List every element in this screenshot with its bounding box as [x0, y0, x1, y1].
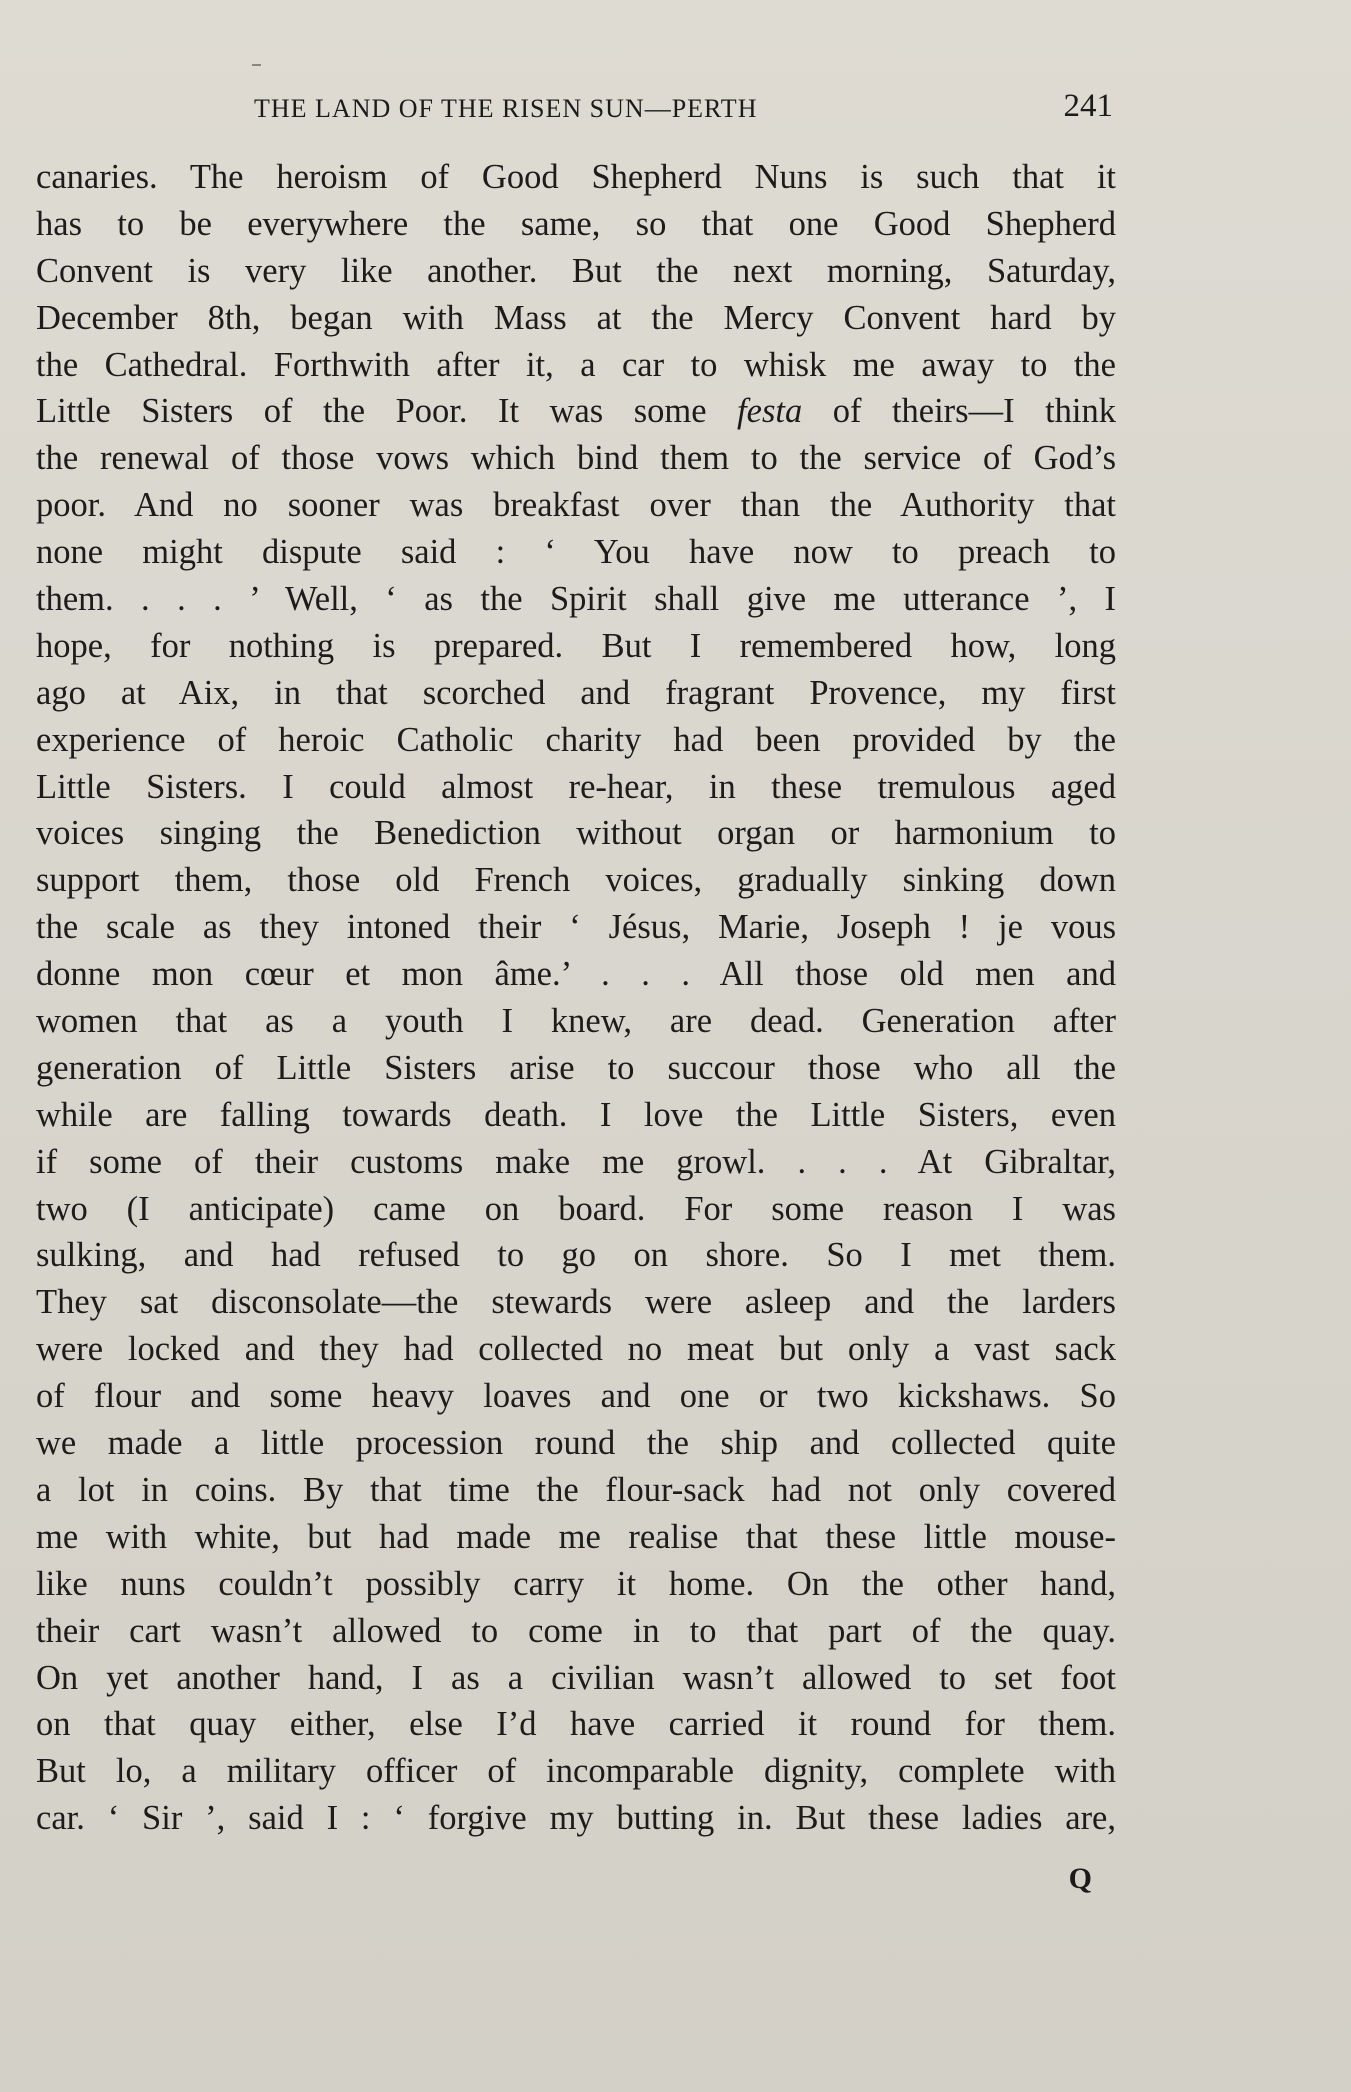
- text-line: women that as a youth I knew, are dead. Generation after: [36, 1002, 1116, 1041]
- text-line: car. ‘ Sir ’, said I : ‘ forgive my butting in. But these ladies are,: [36, 1799, 1116, 1838]
- text-line: December 8th, began with Mass at the Mercy Convent hard by: [36, 298, 1116, 337]
- margin-mark: [252, 64, 261, 66]
- text-line: the Cathedral. Forthwith after it, a car to whisk me away to the: [36, 345, 1116, 384]
- text-line: a lot in coins. By that time the flour-sack had not only covered: [36, 1470, 1116, 1509]
- body-text: [36, 154, 1116, 1842]
- text-line: ago at Aix, in that scorched and fragrant Provence, my first: [36, 673, 1116, 712]
- text-line: Little Sisters. I could almost re-hear, in these tremulous aged: [36, 767, 1116, 806]
- text-line: has to be everywhere the same, so that one Good Shepherd: [36, 204, 1116, 243]
- page-number: 241: [1063, 88, 1113, 124]
- text-line: while are falling towards death. I love the Little Sisters, even: [36, 1095, 1116, 1134]
- text-line: like nuns couldn’t possibly carry it home. On the other hand,: [36, 1564, 1116, 1603]
- text-line: were locked and they had collected no meat but only a vast sack: [36, 1330, 1116, 1369]
- text-line: none might dispute said : ‘ You have now to preach to: [36, 533, 1116, 572]
- text-line: the scale as they intoned their ‘ Jésus, Marie, Joseph ! je vous: [36, 908, 1116, 947]
- text-line: me with white, but had made me realise that these little mouse-: [36, 1517, 1116, 1556]
- text-line: poor. And no sooner was breakfast over than the Authority that: [36, 486, 1116, 525]
- text-line: on that quay either, else I’d have carried it round for them.: [36, 1705, 1116, 1744]
- text-line: of flour and some heavy loaves and one or two kickshaws. So: [36, 1377, 1116, 1416]
- text-line: their cart wasn’t allowed to come in to that part of the quay.: [36, 1611, 1116, 1650]
- signature-mark: Q: [1068, 1862, 1092, 1895]
- text-line: sulking, and had refused to go on shore. So I met them.: [36, 1236, 1116, 1275]
- text-line: we made a little procession round the ship and collected quite: [36, 1424, 1116, 1463]
- text-line: canaries. The heroism of Good Shepherd Nuns is such that it: [36, 158, 1116, 196]
- text-line: hope, for nothing is prepared. But I remembered how, long: [36, 626, 1116, 665]
- text-line: They sat disconsolate—the stewards were asleep and the larders: [36, 1283, 1116, 1322]
- text-line: Convent is very like another. But the next morning, Saturday,: [36, 251, 1116, 290]
- text-line: two (I anticipate) came on board. For some reason I was: [36, 1189, 1116, 1228]
- text-line: But lo, a military officer of incomparable dignity, complete with: [36, 1752, 1116, 1791]
- italic-word: festa: [737, 392, 803, 431]
- text-line: Little Sisters of the Poor. It was some festa of theirs—I think: [36, 392, 1117, 431]
- text-line: voices singing the Benediction without organ or harmonium to: [36, 814, 1116, 853]
- text-line: support them, those old French voices, gradually sinking down: [36, 861, 1116, 900]
- text-line: them. . . . ’ Well, ‘ as the Spirit shall give me utterance ’, I: [36, 580, 1116, 619]
- text-line: donne mon cœur et mon âme.’ . . . All those old men and: [36, 955, 1116, 994]
- text-line: if some of their customs make me growl. . . . At Gibraltar,: [36, 1142, 1116, 1181]
- text-line: the renewal of those vows which bind them to the service of God’s: [36, 439, 1116, 478]
- text-line: experience of heroic Catholic charity had been provided by the: [36, 720, 1116, 759]
- running-head: THE LAND OF THE RISEN SUN—PERTH: [254, 94, 758, 123]
- text-line: generation of Little Sisters arise to succour those who all the: [36, 1048, 1116, 1087]
- text-line: On yet another hand, I as a civilian wasn’t allowed to set foot: [36, 1658, 1116, 1697]
